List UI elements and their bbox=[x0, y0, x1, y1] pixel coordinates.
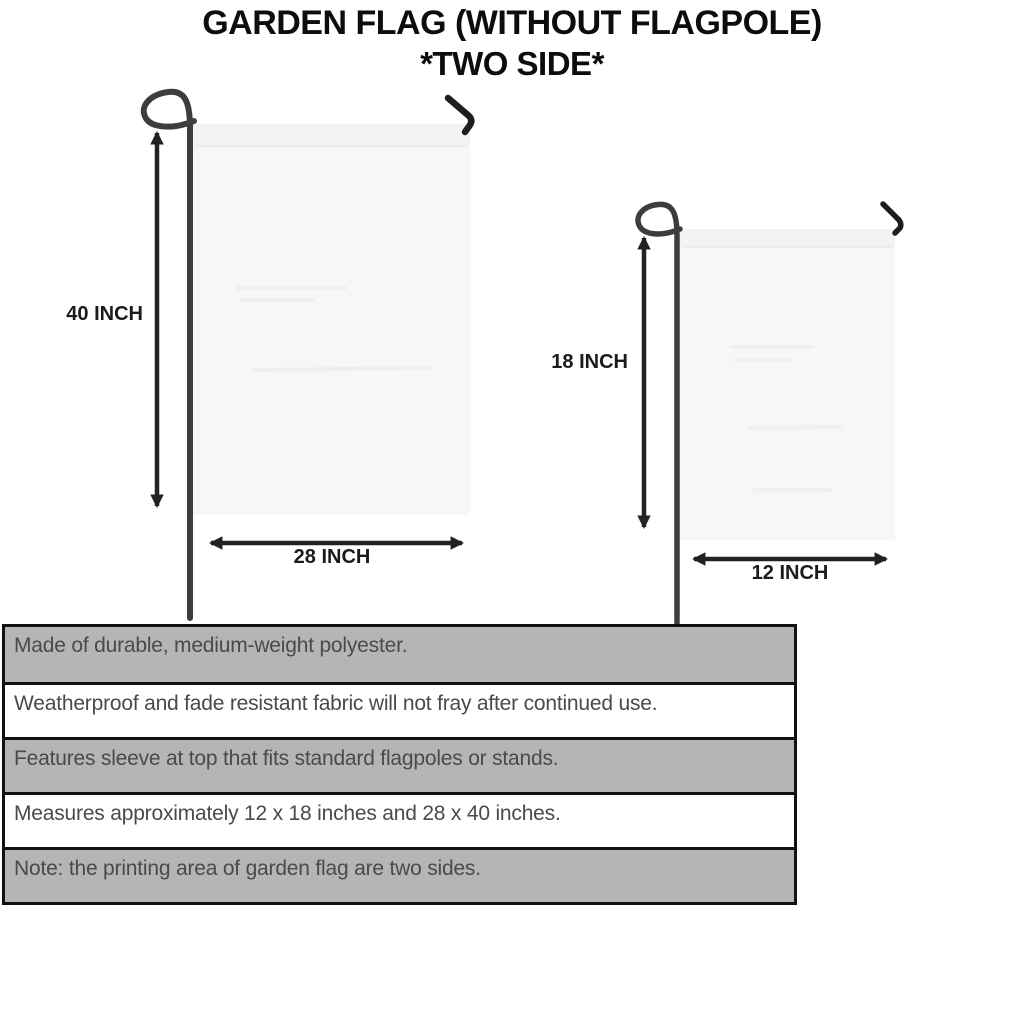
small-flag-width-label: 12 INCH bbox=[751, 562, 829, 584]
small-flag-height-label: 18 INCH bbox=[551, 351, 628, 373]
feature-row: Made of durable, medium-weight polyester. bbox=[5, 627, 794, 682]
feature-row: Measures approximately 12 x 18 inches and 28 x 40 inches. bbox=[5, 792, 794, 847]
large-flag-diagram bbox=[144, 92, 472, 618]
large-flag-sleeve bbox=[193, 124, 470, 146]
large-flag-fabric bbox=[193, 124, 470, 515]
small-flag-diagram bbox=[638, 204, 901, 623]
feature-row: Weatherproof and fade resistant fabric will not fray after continued use. bbox=[5, 682, 794, 737]
pole-hook-icon bbox=[883, 204, 901, 233]
page-title: GARDEN FLAG (WITHOUT FLAGPOLE) bbox=[202, 4, 822, 42]
small-flag-fabric bbox=[680, 229, 895, 540]
pole-loop-icon bbox=[144, 92, 194, 618]
large-flag-height-label: 40 INCH bbox=[66, 303, 143, 325]
large-flag-width-label: 28 INCH bbox=[293, 546, 371, 568]
features-table bbox=[2, 624, 797, 905]
page-subtitle: *TWO SIDE* bbox=[420, 45, 604, 82]
small-flag-sleeve bbox=[680, 229, 895, 247]
feature-row: Note: the printing area of garden flag are two sides. bbox=[5, 847, 794, 902]
feature-row: Features sleeve at top that fits standard flagpoles or stands. bbox=[5, 737, 794, 792]
